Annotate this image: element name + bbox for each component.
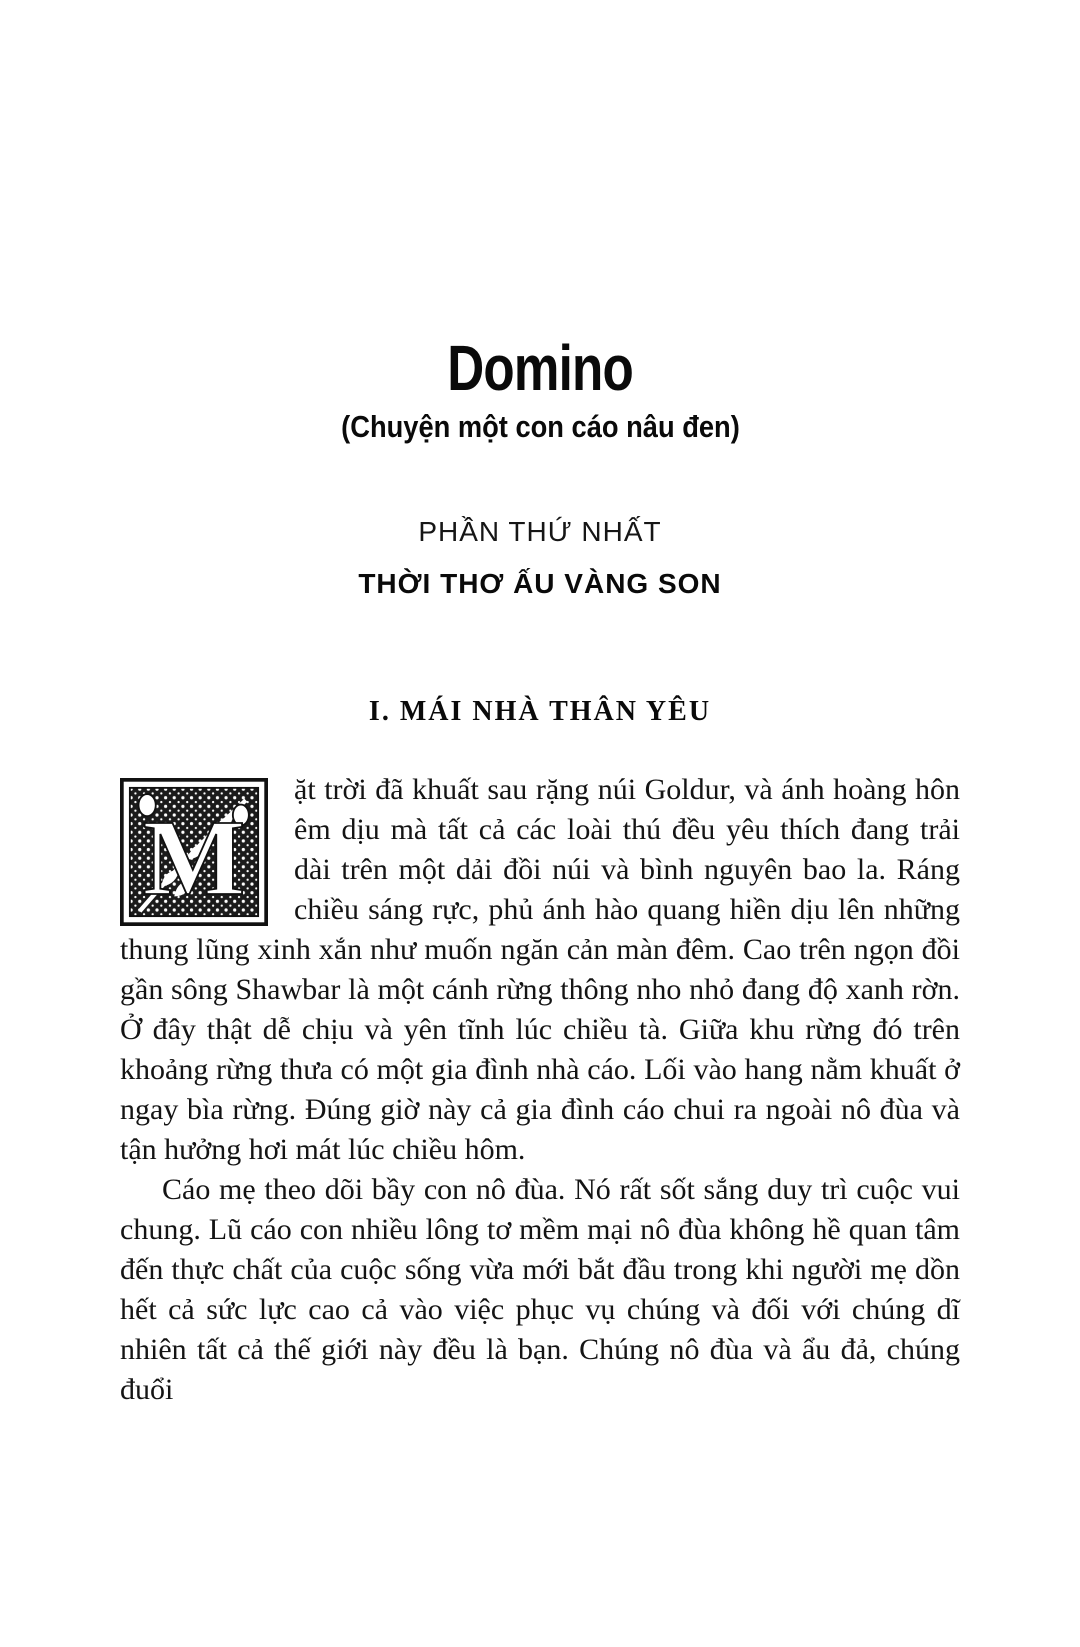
title-block: [120, 332, 960, 444]
paragraph-text: ặt trời đã khuất sau rặng núi Goldur, và ánh hoàng hôn êm dịu mà tất cả các loài thú đều yêu thích đang trải dài trên một dải đồi núi và bình nguyên bao la. Ráng chiều sáng rực, phủ ánh hào quang hiền dịu lên những thung lũng xinh xắn như muốn ngăn cản màn đêm. Cao trên ngọn đồi gần sông Shawbar là một cánh rừng thông nho nhỏ đang độ xanh rờn. Ở đây thật dễ chịu và yên tĩnh lúc chiều tà. Giữa khu rừng đó trên khoảng rừng thưa có một gia đình nhà cáo. Lối vào hang nằm khuất ở ngay bìa rừng. Đúng giờ này cả gia đình cáo chui ra ngoài nô đùa và tận hưởng hơi mát lúc chiều hôm.: [120, 773, 960, 1167]
book-subtitle: (Chuyện một con cáo nâu đen): [340, 409, 740, 444]
page-content: [120, 0, 960, 1410]
dropcap-letter: M: [142, 798, 246, 919]
book-title: Domino: [447, 332, 633, 404]
book-subtitle-row: [120, 410, 960, 444]
chapter-heading: I. MÁI NHÀ THÂN YÊU: [368, 696, 712, 728]
body-paragraph: [120, 770, 960, 1170]
body-text: [120, 770, 960, 1410]
part-title: THỜI THƠ ẤU VÀNG SON: [358, 568, 722, 600]
decorative-initial: [120, 778, 268, 926]
decorative-initial-art: [120, 778, 268, 926]
part-label: PHẦN THỨ NHẤT: [418, 516, 662, 548]
body-paragraph: [120, 1170, 960, 1410]
paragraph-text: Cáo mẹ theo dõi bầy con nô đùa. Nó rất sốt sắng duy trì cuộc vui chung. Lũ cáo con nhiều lông tơ mềm mại nô đùa không hề quan tâm đến thực chất của cuộc sống vừa mới bắt đầu trong khi người mẹ dồn hết cả sức lực cao cả vào việc phục vụ chúng và đối với chúng dĩ nhiên tất cả thế giới này đều là bạn. Chúng nô đùa và ẩu đả, chúng đuổi: [120, 1173, 960, 1407]
